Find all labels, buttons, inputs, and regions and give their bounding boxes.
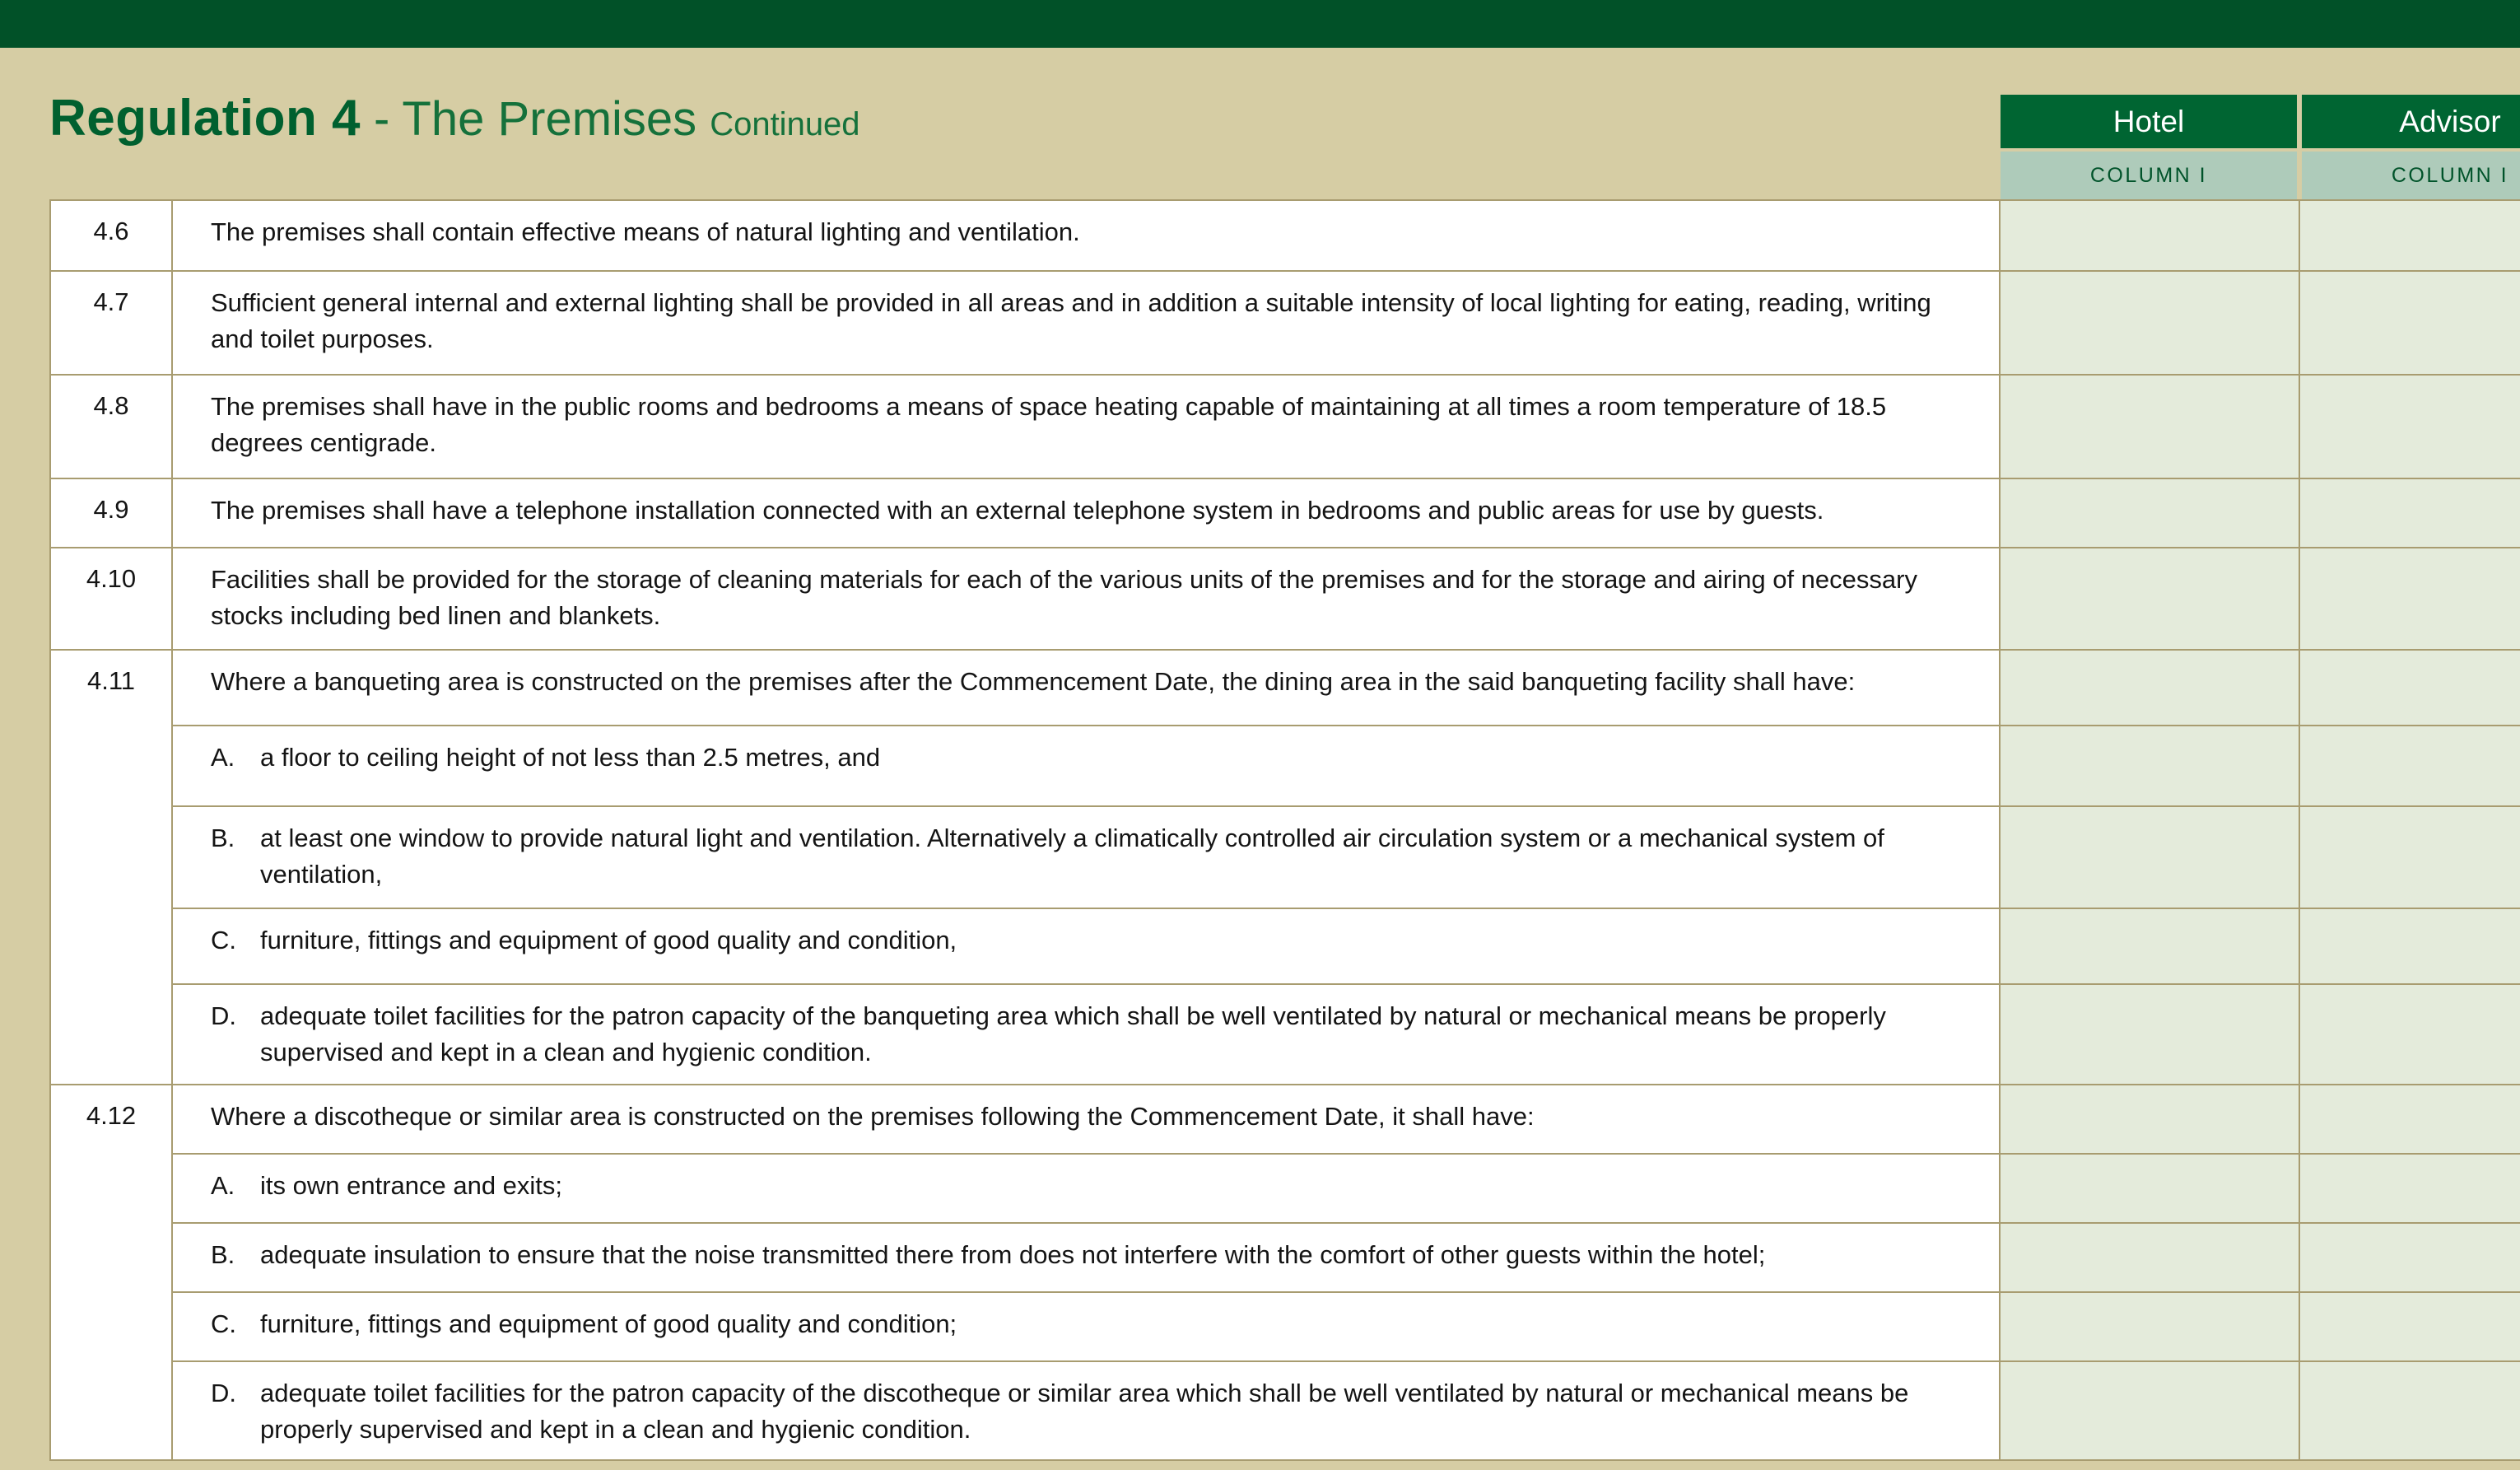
- regulation-subitem: [172, 1292, 2000, 1361]
- advisor-cell: [2299, 1292, 2520, 1361]
- advisor-cell: [2299, 726, 2520, 806]
- column-header-hotel: Hotel: [2001, 95, 2297, 148]
- regulation-text: The premises shall have in the public rooms and bedrooms a means of space heating capable of maintaining at all times a room temperature of 18.5 degrees centigrade.: [172, 375, 2000, 478]
- hotel-cell: [2000, 1361, 2299, 1460]
- regulation-number: 4.8: [50, 375, 172, 478]
- item-text: a floor to ceiling height of not less than 2.5 metres, and: [260, 743, 881, 772]
- advisor-cell: [2299, 271, 2520, 375]
- top-bar: [0, 0, 2520, 48]
- hotel-cell: [2000, 271, 2299, 375]
- table-row: [50, 1361, 2520, 1460]
- table-row: [50, 1154, 2520, 1223]
- regulation-number: 4.9: [50, 478, 172, 548]
- regulation-text: The premises shall have a telephone installation connected with an external telephone system in bedrooms and public areas for use by guests.: [172, 478, 2000, 548]
- hotel-cell: [2000, 984, 2299, 1085]
- table-row: [50, 806, 2520, 908]
- regulation-subitem: [172, 984, 2000, 1085]
- advisor-cell: [2299, 1361, 2520, 1460]
- item-letter: A.: [211, 1171, 235, 1200]
- column1-label-advisor: COLUMN I: [2302, 152, 2520, 199]
- table-row: [50, 200, 2520, 271]
- table-row: [50, 1085, 2520, 1154]
- regulation-number: 4.10: [50, 548, 172, 650]
- table-row: [50, 271, 2520, 375]
- advisor-cell: [2299, 650, 2520, 726]
- item-text: at least one window to provide natural light and ventilation. Alternatively a climatically controlled air circulation system or a mechanical system of ventilation,: [260, 824, 1884, 889]
- title-premises: - The Premises: [374, 92, 697, 146]
- hotel-cell: [2000, 806, 2299, 908]
- table-row: [50, 478, 2520, 548]
- hotel-cell: [2000, 1154, 2299, 1223]
- regulation-number: 4.12: [50, 1085, 172, 1460]
- hotel-cell: [2000, 726, 2299, 806]
- regulation-number: 4.11: [50, 650, 172, 1085]
- regulation-text: Sufficient general internal and external lighting shall be provided in all areas and in addition a suitable intensity of local lighting for eating, reading, writing and toilet purposes.: [172, 271, 2000, 375]
- table-row: [50, 908, 2520, 984]
- hotel-cell: [2000, 548, 2299, 650]
- advisor-cell: [2299, 200, 2520, 271]
- regulation-subitem: [172, 1223, 2000, 1292]
- regulation-subitem: [172, 1154, 2000, 1223]
- item-letter: C.: [211, 926, 236, 954]
- table-row: [50, 984, 2520, 1085]
- item-text: adequate toilet facilities for the patron capacity of the discotheque or similar area which shall be well ventilated by natural or mechanical means be properly supervised and kept in a clean and hygienic condition.: [260, 1379, 1909, 1444]
- advisor-cell: [2299, 984, 2520, 1085]
- regulations-table: [49, 199, 2520, 1461]
- hotel-cell: [2000, 375, 2299, 478]
- item-letter: A.: [211, 743, 235, 772]
- item-letter: C.: [211, 1309, 236, 1338]
- regulation-text: Facilities shall be provided for the storage of cleaning materials for each of the various units of the premises and for the storage and airing of necessary stocks including bed linen and blankets.: [172, 548, 2000, 650]
- regulation-subitem: [172, 806, 2000, 908]
- advisor-cell: [2299, 1085, 2520, 1154]
- table-row: [50, 1292, 2520, 1361]
- advisor-cell: [2299, 478, 2520, 548]
- item-text: adequate toilet facilities for the patron capacity of the banqueting area which shall be well ventilated by natural or mechanical means be properly supervised and kept in a clean and hygienic condition.: [260, 1001, 1886, 1067]
- table-row: [50, 1223, 2520, 1292]
- advisor-cell: [2299, 1223, 2520, 1292]
- regulation-number: 4.6: [50, 200, 172, 271]
- item-text: furniture, fittings and equipment of good quality and condition;: [260, 1309, 957, 1338]
- regulation-subitem: [172, 1361, 2000, 1460]
- advisor-cell: [2299, 375, 2520, 478]
- item-text: its own entrance and exits;: [260, 1171, 563, 1200]
- hotel-cell: [2000, 908, 2299, 984]
- hotel-cell: [2000, 200, 2299, 271]
- advisor-cell: [2299, 548, 2520, 650]
- column-header-advisor: Advisor: [2302, 95, 2520, 148]
- regulation-text: Where a banqueting area is constructed on the premises after the Commencement Date, the dining area in the said banqueting facility shall have:: [172, 650, 2000, 726]
- regulation-number: 4.7: [50, 271, 172, 375]
- item-text: adequate insulation to ensure that the noise transmitted there from does not interfere with the comfort of other guests within the hotel;: [260, 1240, 1766, 1269]
- regulation-subitem: [172, 908, 2000, 984]
- hotel-cell: [2000, 1223, 2299, 1292]
- advisor-cell: [2299, 908, 2520, 984]
- hotel-cell: [2000, 478, 2299, 548]
- title-continued: Continued: [710, 106, 860, 142]
- hotel-cell: [2000, 650, 2299, 726]
- regulation-text: Where a discotheque or similar area is constructed on the premises following the Commencement Date, it shall have:: [172, 1085, 2000, 1154]
- item-letter: B.: [211, 824, 235, 852]
- title-regulation-number: Regulation 4: [49, 90, 361, 147]
- table-row: [50, 548, 2520, 650]
- advisor-cell: [2299, 1154, 2520, 1223]
- table-row: [50, 726, 2520, 806]
- column1-label-hotel: COLUMN I: [2001, 152, 2297, 199]
- page-title: [49, 89, 860, 147]
- table-row: [50, 650, 2520, 726]
- item-letter: B.: [211, 1240, 235, 1269]
- item-text: furniture, fittings and equipment of good quality and condition,: [260, 926, 957, 954]
- table-row: [50, 375, 2520, 478]
- hotel-cell: [2000, 1292, 2299, 1361]
- regulation-text: The premises shall contain effective means of natural lighting and ventilation.: [172, 200, 2000, 271]
- advisor-cell: [2299, 806, 2520, 908]
- hotel-cell: [2000, 1085, 2299, 1154]
- regulation-subitem: [172, 726, 2000, 806]
- item-letter: D.: [211, 1001, 236, 1030]
- item-letter: D.: [211, 1379, 236, 1407]
